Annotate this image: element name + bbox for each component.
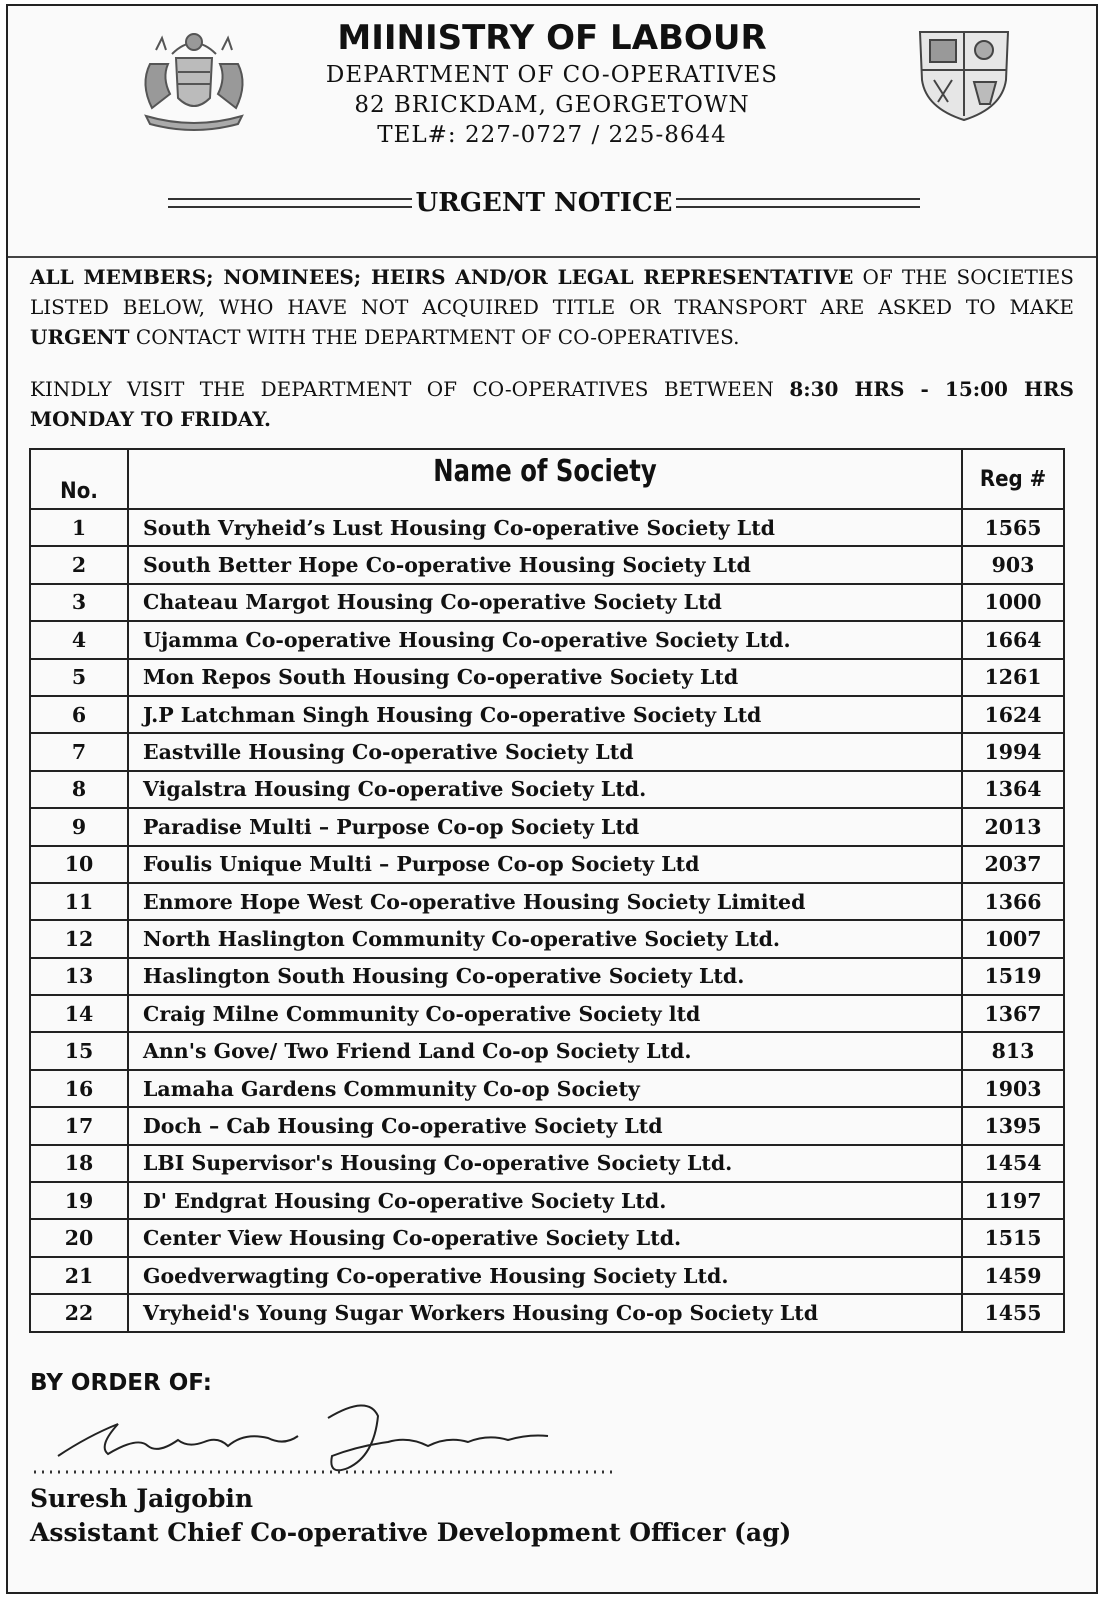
registration-number: 813 xyxy=(962,1032,1064,1069)
table-row xyxy=(30,509,1064,546)
societies-table-body xyxy=(30,509,1064,1332)
row-number: 4 xyxy=(30,621,128,658)
registration-number: 1007 xyxy=(962,920,1064,957)
row-number: 15 xyxy=(30,1032,128,1069)
table-row xyxy=(30,808,1064,845)
notice-page xyxy=(6,4,1098,1594)
society-name: Center View Housing Co-operative Society Ltd. xyxy=(128,1219,962,1256)
registration-number: 1000 xyxy=(962,584,1064,621)
society-name: Foulis Unique Multi – Purpose Co-op Society Ltd xyxy=(128,846,962,883)
table-row xyxy=(30,696,1064,733)
society-name: Vigalstra Housing Co-operative Society Ltd. xyxy=(128,771,962,808)
society-name: North Haslington Community Co-operative Society Ltd. xyxy=(128,920,962,957)
registration-number: 903 xyxy=(962,546,1064,583)
signer-title: Assistant Chief Co-operative Development Officer (ag) xyxy=(30,1518,792,1547)
row-number: 18 xyxy=(30,1145,128,1182)
society-name: LBI Supervisor's Housing Co-operative Society Ltd. xyxy=(128,1145,962,1182)
table-row xyxy=(30,958,1064,995)
registration-number: 2013 xyxy=(962,808,1064,845)
signature-icon xyxy=(28,1396,628,1496)
table-row xyxy=(30,771,1064,808)
notice-paragraph-1-end: CONTACT WITH THE DEPARTMENT OF CO-OPERATIVES. xyxy=(129,325,740,349)
row-number: 13 xyxy=(30,958,128,995)
column-header-no: No. xyxy=(30,449,128,509)
notice-paragraph-1 xyxy=(30,262,1074,352)
registration-number: 2037 xyxy=(962,846,1064,883)
table-row xyxy=(30,1145,1064,1182)
column-header-reg: Reg # xyxy=(962,449,1064,509)
notice-paragraph-1-urgent: URGENT xyxy=(30,325,130,349)
row-number: 2 xyxy=(30,546,128,583)
society-name: Paradise Multi – Purpose Co-op Society Ltd xyxy=(128,808,962,845)
row-number: 6 xyxy=(30,696,128,733)
society-name: Mon Repos South Housing Co-operative Society Ltd xyxy=(128,659,962,696)
row-number: 16 xyxy=(30,1070,128,1107)
table-row xyxy=(30,846,1064,883)
row-number: 3 xyxy=(30,584,128,621)
society-name: Lamaha Gardens Community Co-op Society xyxy=(128,1070,962,1107)
society-name: Vryheid's Young Sugar Workers Housing Co-op Society Ltd xyxy=(128,1294,962,1331)
societies-table xyxy=(29,448,1065,1333)
row-number: 8 xyxy=(30,771,128,808)
row-number: 22 xyxy=(30,1294,128,1331)
divider xyxy=(8,256,1096,258)
society-name: Ujamma Co-operative Housing Co-operative Society Ltd. xyxy=(128,621,962,658)
row-number: 11 xyxy=(30,883,128,920)
registration-number: 1364 xyxy=(962,771,1064,808)
row-number: 10 xyxy=(30,846,128,883)
registration-number: 1519 xyxy=(962,958,1064,995)
department-telephone: TEL#: 227-0727 / 225-8644 xyxy=(377,122,727,148)
society-name: Ann's Gove/ Two Friend Land Co-op Society Ltd. xyxy=(128,1032,962,1069)
column-header-name: Name of Society xyxy=(170,449,921,509)
society-name: Chateau Margot Housing Co-operative Society Ltd xyxy=(128,584,962,621)
society-name: South Better Hope Co-operative Housing Society Ltd xyxy=(128,546,962,583)
table-row xyxy=(30,1032,1064,1069)
signer-name: Suresh Jaigobin xyxy=(30,1484,254,1513)
registration-number: 1459 xyxy=(962,1257,1064,1294)
table-row xyxy=(30,621,1064,658)
row-number: 17 xyxy=(30,1107,128,1144)
society-name: Haslington South Housing Co-operative Society Ltd. xyxy=(128,958,962,995)
society-name: Eastville Housing Co-operative Society Ltd xyxy=(128,733,962,770)
society-name: D' Endgrat Housing Co-operative Society Ltd. xyxy=(128,1182,962,1219)
table-row xyxy=(30,920,1064,957)
registration-number: 1664 xyxy=(962,621,1064,658)
society-name: Craig Milne Community Co-operative Society ltd xyxy=(128,995,962,1032)
row-number: 1 xyxy=(30,509,128,546)
registration-number: 1395 xyxy=(962,1107,1064,1144)
row-number: 7 xyxy=(30,733,128,770)
row-number: 19 xyxy=(30,1182,128,1219)
registration-number: 1197 xyxy=(962,1182,1064,1219)
table-row xyxy=(30,1294,1064,1331)
registration-number: 1515 xyxy=(962,1219,1064,1256)
table-row xyxy=(30,1182,1064,1219)
row-number: 21 xyxy=(30,1257,128,1294)
row-number: 20 xyxy=(30,1219,128,1256)
table-row xyxy=(30,546,1064,583)
table-header-row xyxy=(30,449,1064,509)
notice-rule-left xyxy=(168,198,412,208)
table-row xyxy=(30,883,1064,920)
notice-paragraph-2 xyxy=(30,374,1074,434)
registration-number: 1455 xyxy=(962,1294,1064,1331)
by-order-label: BY ORDER OF: xyxy=(30,1370,212,1396)
society-name: J.P Latchman Singh Housing Co-operative Society Ltd xyxy=(128,696,962,733)
table-row xyxy=(30,584,1064,621)
registration-number: 1367 xyxy=(962,995,1064,1032)
table-row xyxy=(30,1257,1064,1294)
table-row xyxy=(30,1219,1064,1256)
society-name: Goedverwagting Co-operative Housing Society Ltd. xyxy=(128,1257,962,1294)
registration-number: 1454 xyxy=(962,1145,1064,1182)
table-row xyxy=(30,1070,1064,1107)
department-address: 82 BRICKDAM, GEORGETOWN xyxy=(354,92,750,118)
notice-paragraph-1-mid: OF THE SOCIETIES LISTED BELOW, WHO HAVE NOT ACQUIRED TITLE OR TRANSPORT ARE ASKED TO MAKE xyxy=(30,265,1074,319)
row-number: 14 xyxy=(30,995,128,1032)
registration-number: 1994 xyxy=(962,733,1064,770)
notice-rule-right xyxy=(676,198,920,208)
registration-number: 1565 xyxy=(962,509,1064,546)
registration-number: 1261 xyxy=(962,659,1064,696)
notice-paragraph-2-hours: 8:30 HRS - 15:00 HRS MONDAY TO FRIDAY. xyxy=(30,377,1074,431)
table-row xyxy=(30,733,1064,770)
row-number: 12 xyxy=(30,920,128,957)
ministry-title: MIINISTRY OF LABOUR xyxy=(337,18,767,58)
row-number: 9 xyxy=(30,808,128,845)
notice-paragraph-1-lead: ALL MEMBERS; NOMINEES; HEIRS AND/OR LEGAL REPRESENTATIVE xyxy=(30,265,854,289)
society-name: Doch – Cab Housing Co-operative Society Ltd xyxy=(128,1107,962,1144)
registration-number: 1624 xyxy=(962,696,1064,733)
notice-title: URGENT NOTICE xyxy=(415,188,673,218)
society-name: Enmore Hope West Co-operative Housing Society Limited xyxy=(128,883,962,920)
row-number: 5 xyxy=(30,659,128,696)
table-row xyxy=(30,995,1064,1032)
table-row xyxy=(30,1107,1064,1144)
registration-number: 1366 xyxy=(962,883,1064,920)
department-name: DEPARTMENT OF CO-OPERATIVES xyxy=(325,62,779,88)
notice-paragraph-2-start: KINDLY VISIT THE DEPARTMENT OF CO-OPERATIVES BETWEEN xyxy=(30,377,790,401)
table-row xyxy=(30,659,1064,696)
registration-number: 1903 xyxy=(962,1070,1064,1107)
notice-heading xyxy=(168,188,920,218)
society-name: South Vryheid’s Lust Housing Co-operative Society Ltd xyxy=(128,509,962,546)
